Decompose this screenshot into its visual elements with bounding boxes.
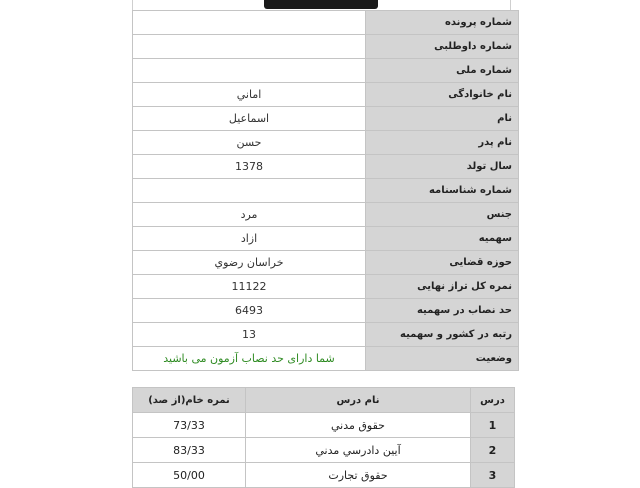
national-id-label: شماره ملی	[366, 59, 519, 83]
national-id-value	[133, 59, 366, 83]
score-column-header: نمره خام(از صد)	[133, 388, 246, 413]
course-name-column-header: نام درس	[246, 388, 471, 413]
rank-value: 13	[133, 323, 366, 347]
birth-year-label: سال تولد	[366, 155, 519, 179]
gender-label: جنس	[366, 203, 519, 227]
course-name: حقوق مدني	[246, 413, 471, 438]
table-row	[133, 463, 515, 488]
status-label: وضعیت	[366, 347, 519, 371]
total-score-value: 11122	[133, 275, 366, 299]
course-index: 3	[471, 463, 515, 488]
info-row-status	[133, 347, 519, 371]
scores-header-row	[133, 388, 515, 413]
quota-threshold-value: 6493	[133, 299, 366, 323]
course-index-column-header: درس	[471, 388, 515, 413]
info-row-judicial-district	[133, 251, 519, 275]
info-row-file-number	[133, 11, 519, 35]
table-row	[133, 438, 515, 463]
rank-label: رتبه در کشور و سهمیه	[366, 323, 519, 347]
last-name-label: نام خانوادگی	[366, 83, 519, 107]
first-name-value: اسماعيل	[133, 107, 366, 131]
quota-threshold-label: حد نصاب در سهمیه	[366, 299, 519, 323]
quota-label: سهمیه	[366, 227, 519, 251]
info-row-total-score	[133, 275, 519, 299]
id-number-value	[133, 179, 366, 203]
table-row	[133, 413, 515, 438]
info-row-father-name	[133, 131, 519, 155]
first-name-label: نام	[366, 107, 519, 131]
course-index: 2	[471, 438, 515, 463]
last-name-value: اماني	[133, 83, 366, 107]
course-scores-table	[132, 387, 515, 488]
info-row-birth-year	[133, 155, 519, 179]
candidate-number-label: شماره داوطلبی	[366, 35, 519, 59]
candidate-photo	[264, 0, 378, 9]
quota-value: ازاد	[133, 227, 366, 251]
birth-year-value: 1378	[133, 155, 366, 179]
info-row-id-number	[133, 179, 519, 203]
file-number-label: شماره پرونده	[366, 11, 519, 35]
course-score: 83/33	[133, 438, 246, 463]
course-score: 50/00	[133, 463, 246, 488]
course-name: آيين دادرسي مدني	[246, 438, 471, 463]
info-row-candidate-number	[133, 35, 519, 59]
info-row-quota-threshold	[133, 299, 519, 323]
status-value: شما دارای حد نصاب آزمون می باشید	[133, 347, 366, 371]
father-name-value: حسن	[133, 131, 366, 155]
info-row-quota	[133, 227, 519, 251]
info-row-rank	[133, 323, 519, 347]
judicial-district-value: خراسان رضوي	[133, 251, 366, 275]
info-row-national-id	[133, 59, 519, 83]
id-number-label: شماره شناسنامه	[366, 179, 519, 203]
gender-value: مرد	[133, 203, 366, 227]
candidate-info-table	[132, 10, 519, 371]
candidate-number-value	[133, 35, 366, 59]
file-number-value	[133, 11, 366, 35]
total-score-label: نمره کل تراز نهایی	[366, 275, 519, 299]
info-row-last-name	[133, 83, 519, 107]
course-name: حقوق تجارت	[246, 463, 471, 488]
info-row-gender	[133, 203, 519, 227]
info-row-first-name	[133, 107, 519, 131]
course-index: 1	[471, 413, 515, 438]
judicial-district-label: حوزه قضایی	[366, 251, 519, 275]
course-score: 73/33	[133, 413, 246, 438]
father-name-label: نام پدر	[366, 131, 519, 155]
